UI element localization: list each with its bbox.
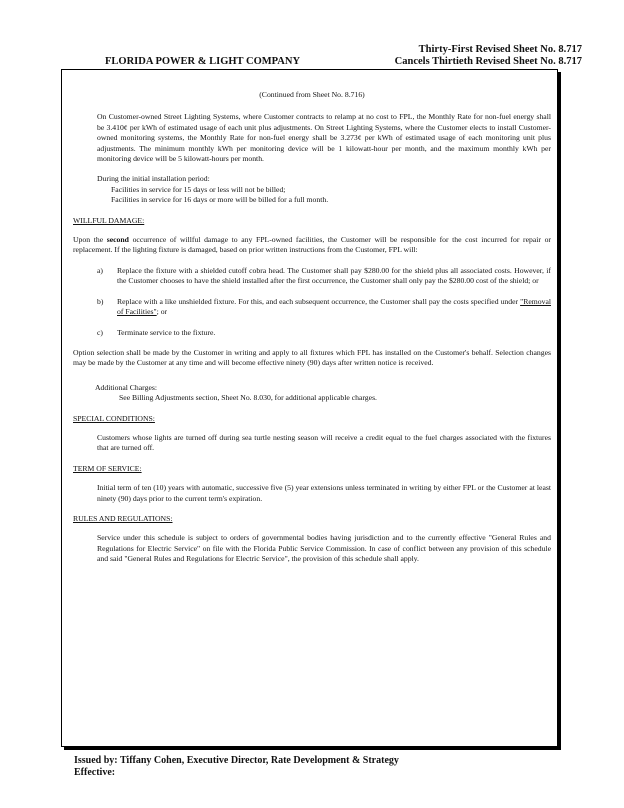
section-heading-term-of-service: TERM OF SERVICE:	[73, 463, 142, 473]
effective-date: Effective:	[74, 767, 116, 778]
install-line: Facilities in service for 15 days or less will not be billed;	[111, 184, 286, 194]
willful-damage-paragraph: Upon the second occurrence of willful damage to any FPL-owned facilities, the Customer will be responsible for the cost incurred for repair or replacement. If the lighting fixture is damaged, based on prior written instructions from the Customer, FPL will:	[73, 235, 551, 255]
section-heading-special-conditions: SPECIAL CONDITIONS:	[73, 413, 155, 423]
sheet-header	[395, 44, 582, 68]
section-heading-rules-and-regulations: RULES AND REGULATIONS:	[73, 513, 173, 523]
cancels-sheet: Cancels Thirtieth Revised Sheet No. 8.717	[394, 56, 582, 67]
continued-note: (Continued from Sheet No. 8.716)	[259, 90, 365, 99]
additional-charges-heading: Additional Charges:	[95, 382, 157, 392]
option-text: Terminate service to the fixture.	[117, 327, 216, 337]
company-name: FLORIDA POWER & LIGHT COMPANY	[105, 56, 301, 67]
option-label: c)	[97, 327, 103, 337]
option-b	[73, 297, 551, 318]
option-label: b)	[97, 296, 104, 306]
sheet-number: Thirty-First Revised Sheet No. 8.717	[418, 44, 582, 55]
option-label: a)	[97, 265, 103, 275]
option-a	[73, 266, 551, 287]
option-c	[73, 328, 551, 338]
additional-charges-text: See Billing Adjustments section, Sheet No. 8.030, for additional applicable charges.	[119, 393, 377, 403]
removal-of-facilities-reference: "Removal of Facilities"	[117, 296, 551, 317]
tariff-body	[73, 90, 551, 565]
page-footer	[74, 755, 399, 779]
intro-paragraph: On Customer-owned Street Lighting Systems, where Customer contracts to relamp at no cost to FPL, the Monthly Rate for non-fuel energy shall be 3.410¢ per kWh of estimated usage of each unit plus adjustments. On Street Lighting Systems, where the Customer elects to install Customer-owned monitoring systems, the Monthly Rate for non-fuel energy shall be 3.273¢ per kWh of estimated usage of each monitoring unit plus adjustments. The minimum monthly kWh per monitoring device will be 1 kilowatt-hour per month, and the maximum monthly kWh per monitoring device will be 5 kilowatt-hours per month.	[97, 112, 551, 164]
option-selection-paragraph: Option selection shall be made by the Customer in writing and apply to all fixtures which FPL has installed on the Customer's behalf. Selection changes may be made by the Customer at any time and will become effective ninety (90) days after written notice is received.	[73, 347, 551, 368]
issued-by: Issued by: Tiffany Cohen, Executive Director, Rate Development & Strategy	[74, 755, 399, 766]
install-line: Facilities in service for 16 days or more will be billed for a full month.	[111, 195, 329, 205]
option-text: Replace with a like unshielded fixture. For this, and each subsequent occurrence, the Customer shall pay the costs specified under "Removal of Facilities"; or	[117, 296, 551, 317]
special-conditions-text: Customers whose lights are turned off during sea turtle nesting season will receive a credit equal to the fuel charges associated with the fixtures that are turned off.	[97, 432, 551, 453]
section-heading-willful-damage: WILLFUL DAMAGE:	[73, 215, 145, 225]
rules-and-regulations-text: Service under this schedule is subject to orders of governmental bodies having jurisdiction and to the currently effective "General Rules and Regulations for Electric Service" on file with the Florida Public Service Commission. In case of conflict between any provision of this schedule and said "General Rules and Regulations for Electric Service", the provision of this schedule shall apply.	[97, 533, 551, 564]
install-heading: During the initial installation period:	[97, 174, 210, 184]
term-of-service-text: Initial term of ten (10) years with automatic, successive five (5) year extensions unless terminated in writing by either FPL or the Customer at least ninety (90) days prior to the current term's expiration.	[97, 483, 551, 503]
option-text: Replace the fixture with a shielded cutoff cobra head. The Customer shall pay $280.00 for the shield plus all associated costs. However, if the Customer chooses to have the shield installed after the first occurrence, the Customer shall only pay the $280.00 cost of the shield; or	[117, 265, 551, 286]
emphasis-second: second	[106, 235, 129, 245]
